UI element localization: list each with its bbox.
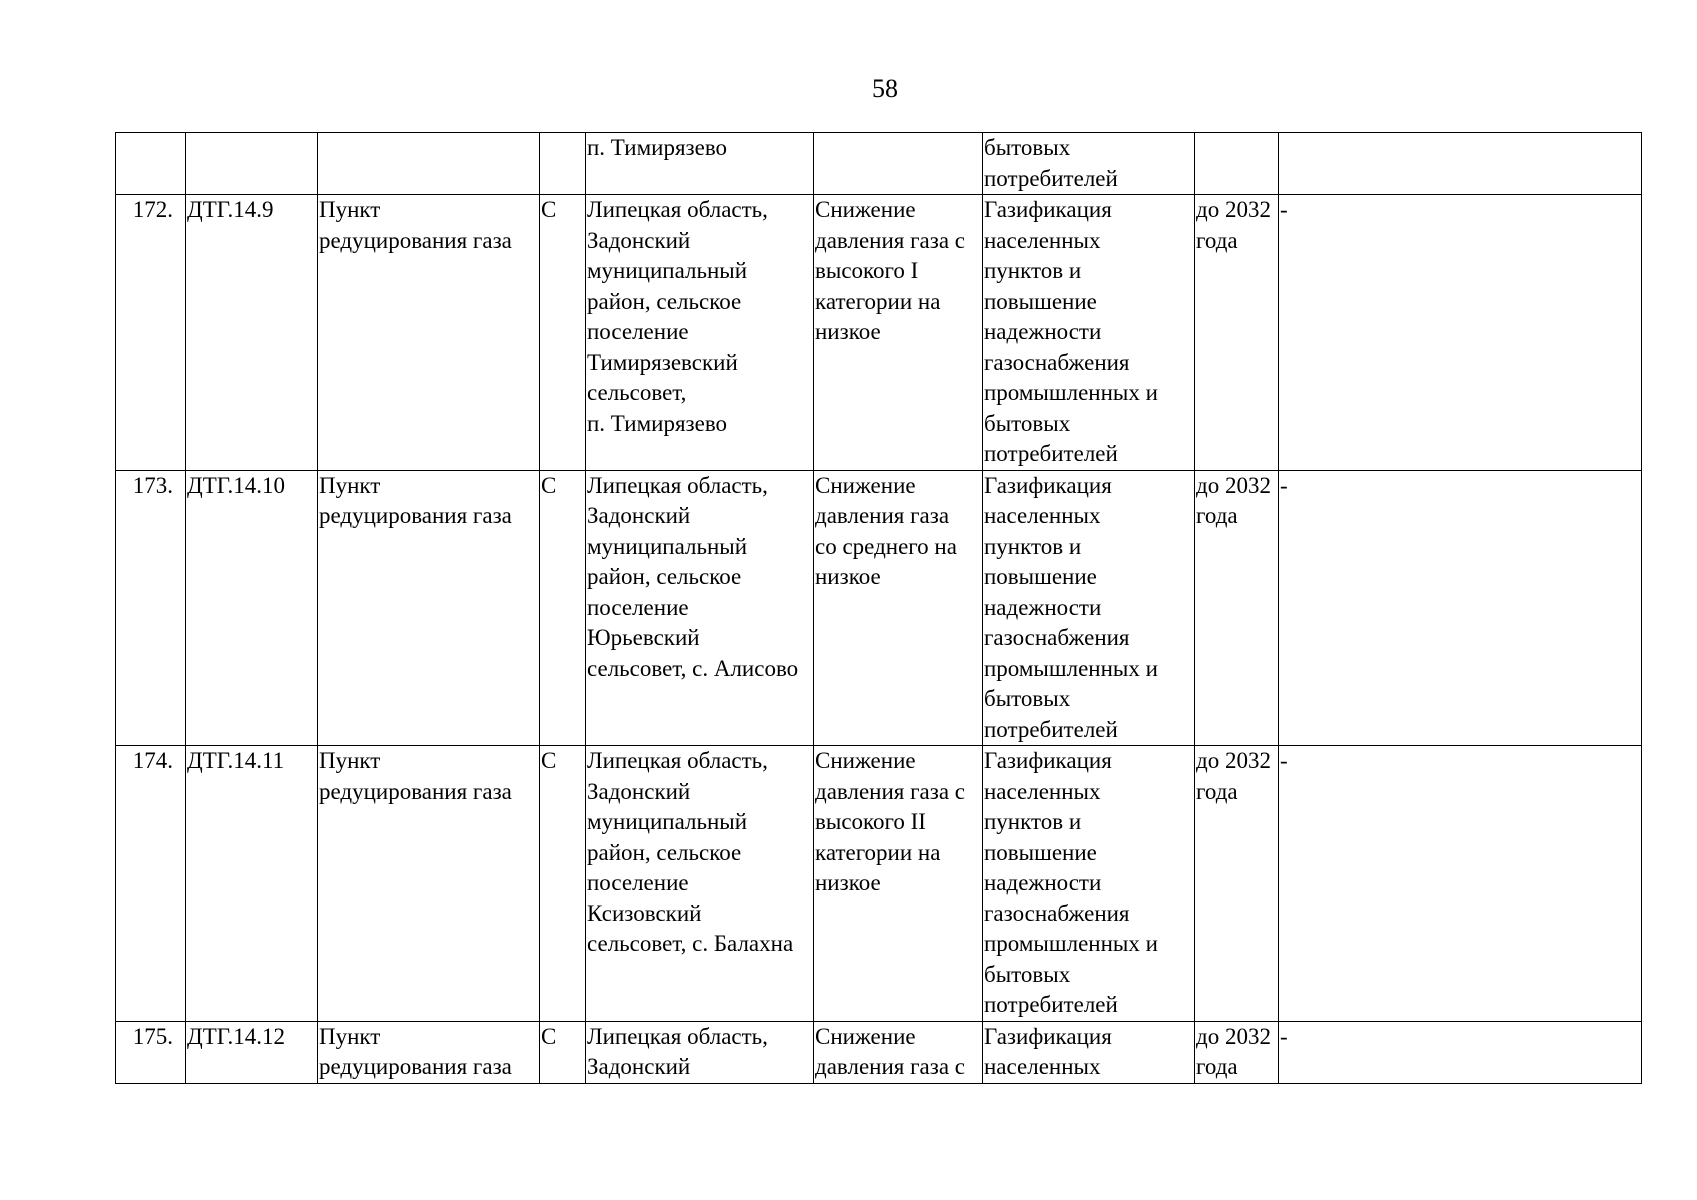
object-purpose: Снижение давления газа с высокого I категории на низкое: [814, 195, 983, 471]
objects-table: [115, 132, 1642, 1084]
object-goal: Газификация населенных пунктов и повышение надежности газоснабжения промышленных и бытовых потребителей: [983, 746, 1195, 1022]
object-location: Липецкая область, Задонский муниципальный район, сельское поселение Юрьевский сельсовет, с. Алисово: [586, 470, 814, 746]
object-status: С: [540, 195, 586, 471]
object-status: [540, 133, 586, 195]
object-code: ДТГ.14.11: [186, 746, 318, 1022]
object-goal: бытовых потребителей: [983, 133, 1195, 195]
object-term: до 2032 года: [1195, 470, 1279, 746]
row-number: 175.: [116, 1021, 186, 1083]
row-number: [116, 133, 186, 195]
object-note: -: [1279, 746, 1642, 1022]
object-code: ДТГ.14.9: [186, 195, 318, 471]
object-code: ДТГ.14.12: [186, 1021, 318, 1083]
object-location: Липецкая область, Задонский муниципальный район, сельское поселение Ксизовский сельсовет, с. Балахна: [586, 746, 814, 1022]
row-number: 173.: [116, 470, 186, 746]
object-purpose: Снижение давления газа со среднего на низкое: [814, 470, 983, 746]
object-note: -: [1279, 1021, 1642, 1083]
table-row: [116, 470, 1642, 746]
object-term: до 2032 года: [1195, 746, 1279, 1022]
object-goal: Газификация населенных: [983, 1021, 1195, 1083]
object-location: Липецкая область, Задонский: [586, 1021, 814, 1083]
object-goal: Газификация населенных пунктов и повышение надежности газоснабжения промышленных и бытовых потребителей: [983, 195, 1195, 471]
object-status: С: [540, 470, 586, 746]
object-name: [318, 133, 540, 195]
table-row: [116, 746, 1642, 1022]
object-note: -: [1279, 195, 1642, 471]
object-term: до 2032 года: [1195, 195, 1279, 471]
object-name: Пункт редуцирования газа: [318, 470, 540, 746]
table-row: [116, 195, 1642, 471]
row-number: 174.: [116, 746, 186, 1022]
row-number: 172.: [116, 195, 186, 471]
object-status: С: [540, 1021, 586, 1083]
object-note: [1279, 133, 1642, 195]
object-goal: Газификация населенных пунктов и повышение надежности газоснабжения промышленных и бытовых потребителей: [983, 470, 1195, 746]
page-number: 58: [872, 74, 898, 103]
object-purpose: Снижение давления газа с: [814, 1021, 983, 1083]
object-name: Пункт редуцирования газа: [318, 1021, 540, 1083]
object-purpose: Снижение давления газа с высокого II категории на низкое: [814, 746, 983, 1022]
object-term: [1195, 133, 1279, 195]
object-location: Липецкая область, Задонский муниципальный район, сельское поселение Тимирязевский сельсовет, п. Тимирязево: [586, 195, 814, 471]
table-row: [116, 1021, 1642, 1083]
object-name: Пункт редуцирования газа: [318, 746, 540, 1022]
object-code: ДТГ.14.10: [186, 470, 318, 746]
object-code: [186, 133, 318, 195]
object-name: Пункт редуцирования газа: [318, 195, 540, 471]
object-location: п. Тимирязево: [586, 133, 814, 195]
object-term: до 2032 года: [1195, 1021, 1279, 1083]
table-row: [116, 133, 1642, 195]
object-note: -: [1279, 470, 1642, 746]
object-purpose: [814, 133, 983, 195]
object-status: С: [540, 746, 586, 1022]
